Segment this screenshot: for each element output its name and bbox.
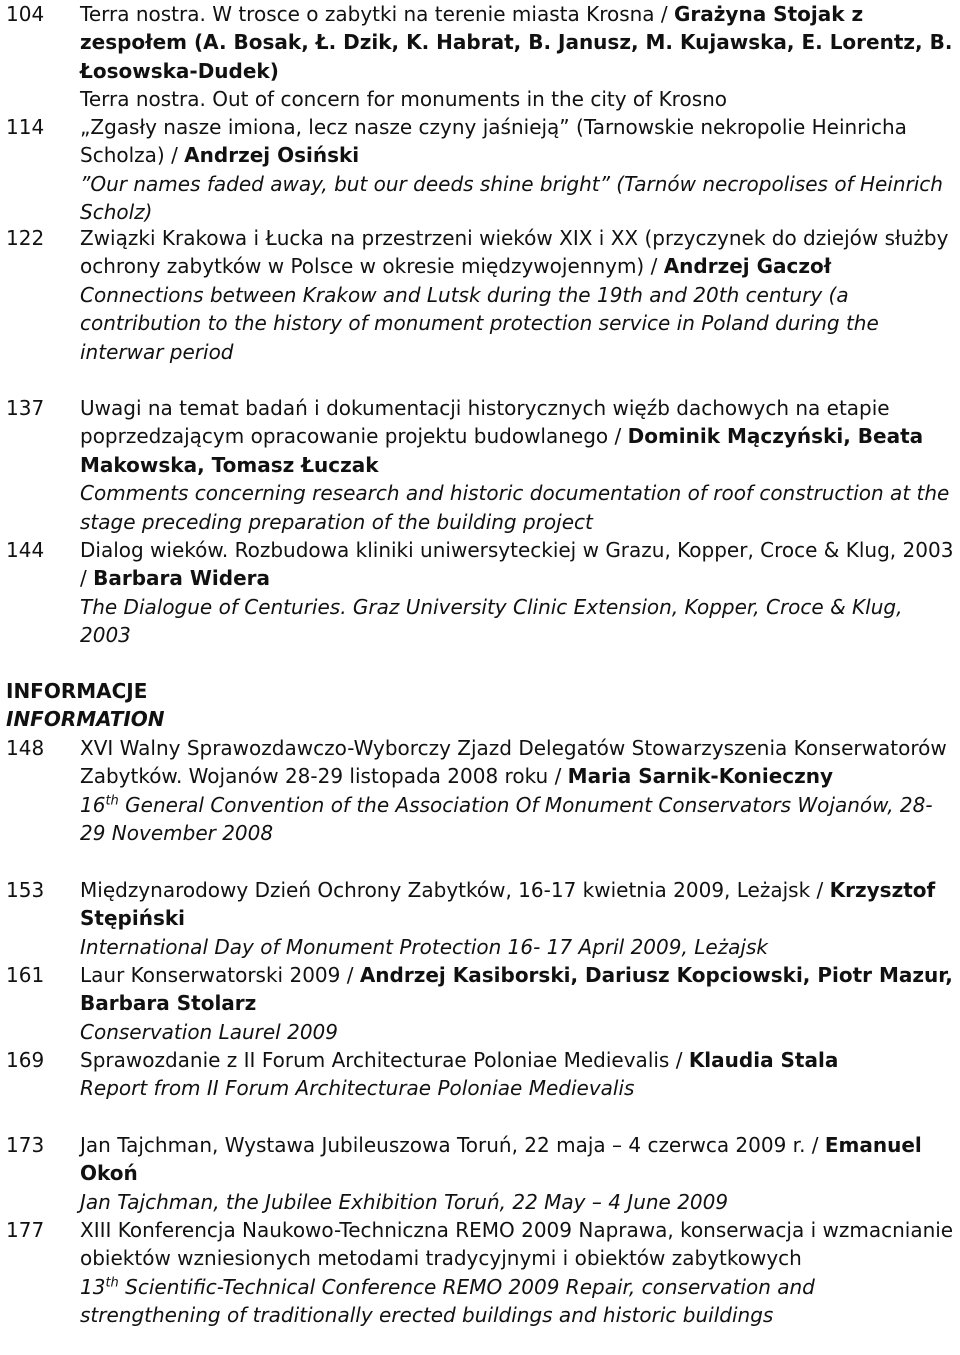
section-heading-en: INFORMATION <box>6 707 165 731</box>
entry-body <box>80 734 956 848</box>
polish-title: XIII Konferencja Naukowo-Techniczna REMO 2009 Naprawa, konserwacja i wzmacnianie obiektów wzniesionych metodami tradycyjnymi i obiektów zabytkowych <box>80 1218 954 1271</box>
polish-title <box>80 961 956 1018</box>
english-title <box>80 1273 956 1330</box>
polish-title <box>80 1131 956 1188</box>
polish-title <box>80 876 956 933</box>
english-title: The Dialogue of Centuries. Graz University Clinic Extension, Kopper, Croce & Klug, 2003 <box>80 594 903 648</box>
page-number: 122 <box>6 226 45 250</box>
title-text: Terra nostra. W trosce o zabytki na terenie miasta Krosna / <box>80 2 675 26</box>
english-title: Connections between Krakow and Lutsk during the 19th and 20th century (a contribution to the history of monument protection service in Poland during the interwar period <box>80 282 879 364</box>
title-text: Dialog wieków. Rozbudowa kliniki uniwersyteckiej w Grazu, Kopper, Croce & Klug, 2003 / <box>80 538 954 591</box>
entry-body <box>80 1216 956 1330</box>
entry-body <box>80 1131 956 1216</box>
title-text: XVI Walny Sprawozdawczo-Wyborczy Zjazd Delegatów Stowarzyszenia Konserwatorów Zabytków. Wojanów 28-29 listopada 2008 roku / <box>80 736 947 789</box>
polish-title <box>80 1046 956 1074</box>
english-title: Terra nostra. Out of concern for monuments in the city of Krosno <box>80 87 728 112</box>
english-title: ”Our names faded away, but our deeds shine bright” (Tarnów necropolises of Heinrich Scholz) <box>80 171 943 225</box>
author-names: Klaudia Stala <box>688 1048 839 1072</box>
polish-title <box>80 0 956 85</box>
author-names: Grażyna Stojak z zespołem (A. Bosak, Ł. Dzik, K. Habrat, B. Janusz, M. Kujawska, E. Lorentz, B. Łosowska-Dudek) <box>80 2 953 83</box>
title-text: „Zgasły nasze imiona, lecz nasze czyny jaśnieją” (Tarnowskie nekropolie Heinricha Scholza) / <box>80 115 907 168</box>
english-title <box>80 791 956 848</box>
title-text: Laur Konserwatorski 2009 / <box>80 963 360 987</box>
entry-body <box>80 0 956 114</box>
polish-title <box>80 536 956 593</box>
entry-body <box>80 1046 956 1103</box>
english-title: Conservation Laurel 2009 <box>80 1019 338 1044</box>
english-title: Comments concerning research and historic documentation of roof construction at the stage preceding preparation of the building project <box>80 481 950 534</box>
ordinal-number: 13 <box>80 1274 106 1299</box>
ordinal-number: 16 <box>80 792 106 817</box>
section-heading-pl: INFORMACJE <box>6 679 148 703</box>
author-names: Krzysztof Stępiński <box>80 878 936 931</box>
page-number: 137 <box>6 396 45 420</box>
page-number: 153 <box>6 878 45 902</box>
ordinal-suffix: th <box>105 793 119 809</box>
title-text: Związki Krakowa i Łucka na przestrzeni wieków XIX i XX (przyczynek do dziejów służby ochrony zabytków w Polsce w okresie międzywojennym) / <box>80 226 949 279</box>
author-names: Emanuel Okoń <box>80 1133 922 1186</box>
ordinal-suffix: th <box>105 1275 119 1291</box>
author-names: Andrzej Kasiborski, Dariusz Kopciowski, Piotr Mazur, Barbara Stolarz <box>80 963 953 1016</box>
author-names: Barbara Widera <box>93 566 271 591</box>
page-number: 148 <box>6 736 45 760</box>
author-names: Maria Sarnik-Konieczny <box>567 764 834 789</box>
polish-title <box>80 734 956 791</box>
english-title-text: General Convention of the Association Of Monument Conservators Wojanów, 28-29 November 2008 <box>80 792 933 846</box>
page-number: 177 <box>6 1218 45 1242</box>
title-text: Sprawozdanie z II Forum Architecturae Poloniae Medievalis / <box>80 1048 689 1072</box>
entry-body <box>80 224 956 366</box>
entry-body <box>80 394 956 536</box>
title-text: Uwagi na temat badań i dokumentacji historycznych więźb dachowych na etapie poprzedzającym opracowanie projektu budowlanego / <box>80 396 890 449</box>
page-number: 173 <box>6 1133 45 1157</box>
polish-title <box>80 394 956 479</box>
page-number: 161 <box>6 963 45 987</box>
page-number: 114 <box>6 115 45 139</box>
polish-title <box>80 224 956 281</box>
author-names: Andrzej Gaczoł <box>663 254 832 279</box>
author-names: Andrzej Osiński <box>184 143 360 168</box>
polish-title <box>80 113 956 170</box>
title-text: Międzynarodowy Dzień Ochrony Zabytków, 16-17 kwietnia 2009, Leżajsk / <box>80 878 830 902</box>
author-names: Dominik Mączyński, Beata Makowska, Tomasz Łuczak <box>80 424 924 477</box>
entry-body <box>80 961 956 1046</box>
english-title: Report from II Forum Architecturae Poloniae Medievalis <box>80 1076 635 1101</box>
page-number: 144 <box>6 538 45 562</box>
english-title-text: Scientific-Technical Conference REMO 2009 Repair, conservation and strengthening of traditionally erected buildings and historic buildings <box>80 1274 815 1328</box>
entry-body <box>80 536 956 650</box>
page-number: 104 <box>6 2 45 26</box>
entry-body <box>80 876 956 961</box>
entry-body <box>80 113 956 227</box>
title-text: Jan Tajchman, Wystawa Jubileuszowa Toruń, 22 maja – 4 czerwca 2009 r. / <box>80 1133 825 1157</box>
english-title: Jan Tajchman, the Jubilee Exhibition Toruń, 22 May – 4 June 2009 <box>80 1189 729 1214</box>
page-number: 169 <box>6 1048 45 1072</box>
english-title: International Day of Monument Protection 16- 17 April 2009, Leżajsk <box>80 934 768 959</box>
